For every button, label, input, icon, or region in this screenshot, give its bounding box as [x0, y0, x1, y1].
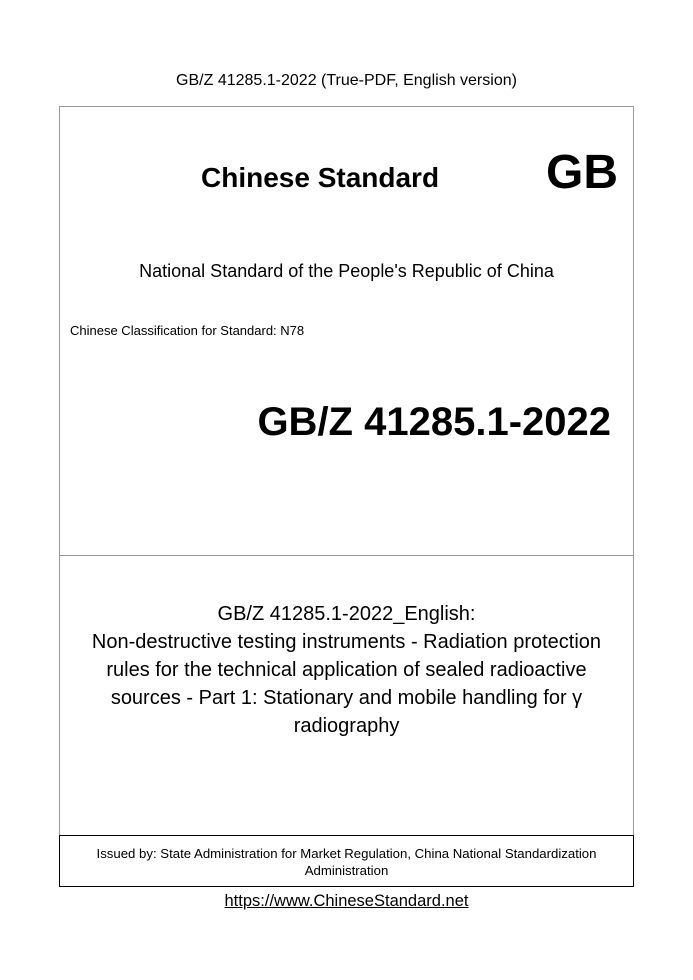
issuer-line-1: Issued by: State Administration for Market Regulation, China National Standardization	[96, 846, 597, 861]
title-line-1: GB/Z 41285.1-2022_English:	[217, 603, 476, 625]
title-line-3: rules for the technical application of sealed radioactive	[106, 659, 587, 681]
standard-number: GB/Z 41285.1-2022	[257, 400, 611, 444]
gb-logo: GB	[546, 146, 618, 199]
title-line-5: radiography	[293, 715, 400, 737]
website-link[interactable]: https://www.ChineseStandard.net	[224, 892, 469, 910]
issuer-box	[59, 835, 634, 887]
footer	[0, 892, 693, 911]
english-title	[59, 600, 634, 740]
cover-heading: Chinese Standard	[201, 162, 440, 193]
title-line-4: sources - Part 1: Stationary and mobile handling for γ	[110, 687, 583, 709]
national-standard-line: National Standard of the People's Republic of China	[139, 261, 554, 281]
classification-line: Chinese Classification for Standard: N78	[70, 323, 305, 338]
issuer-line-2: Administration	[304, 863, 389, 878]
document-header: GB/Z 41285.1-2022 (True-PDF, English version)	[176, 72, 517, 89]
title-line-2: Non-destructive testing instruments - Radiation protection	[91, 631, 602, 653]
